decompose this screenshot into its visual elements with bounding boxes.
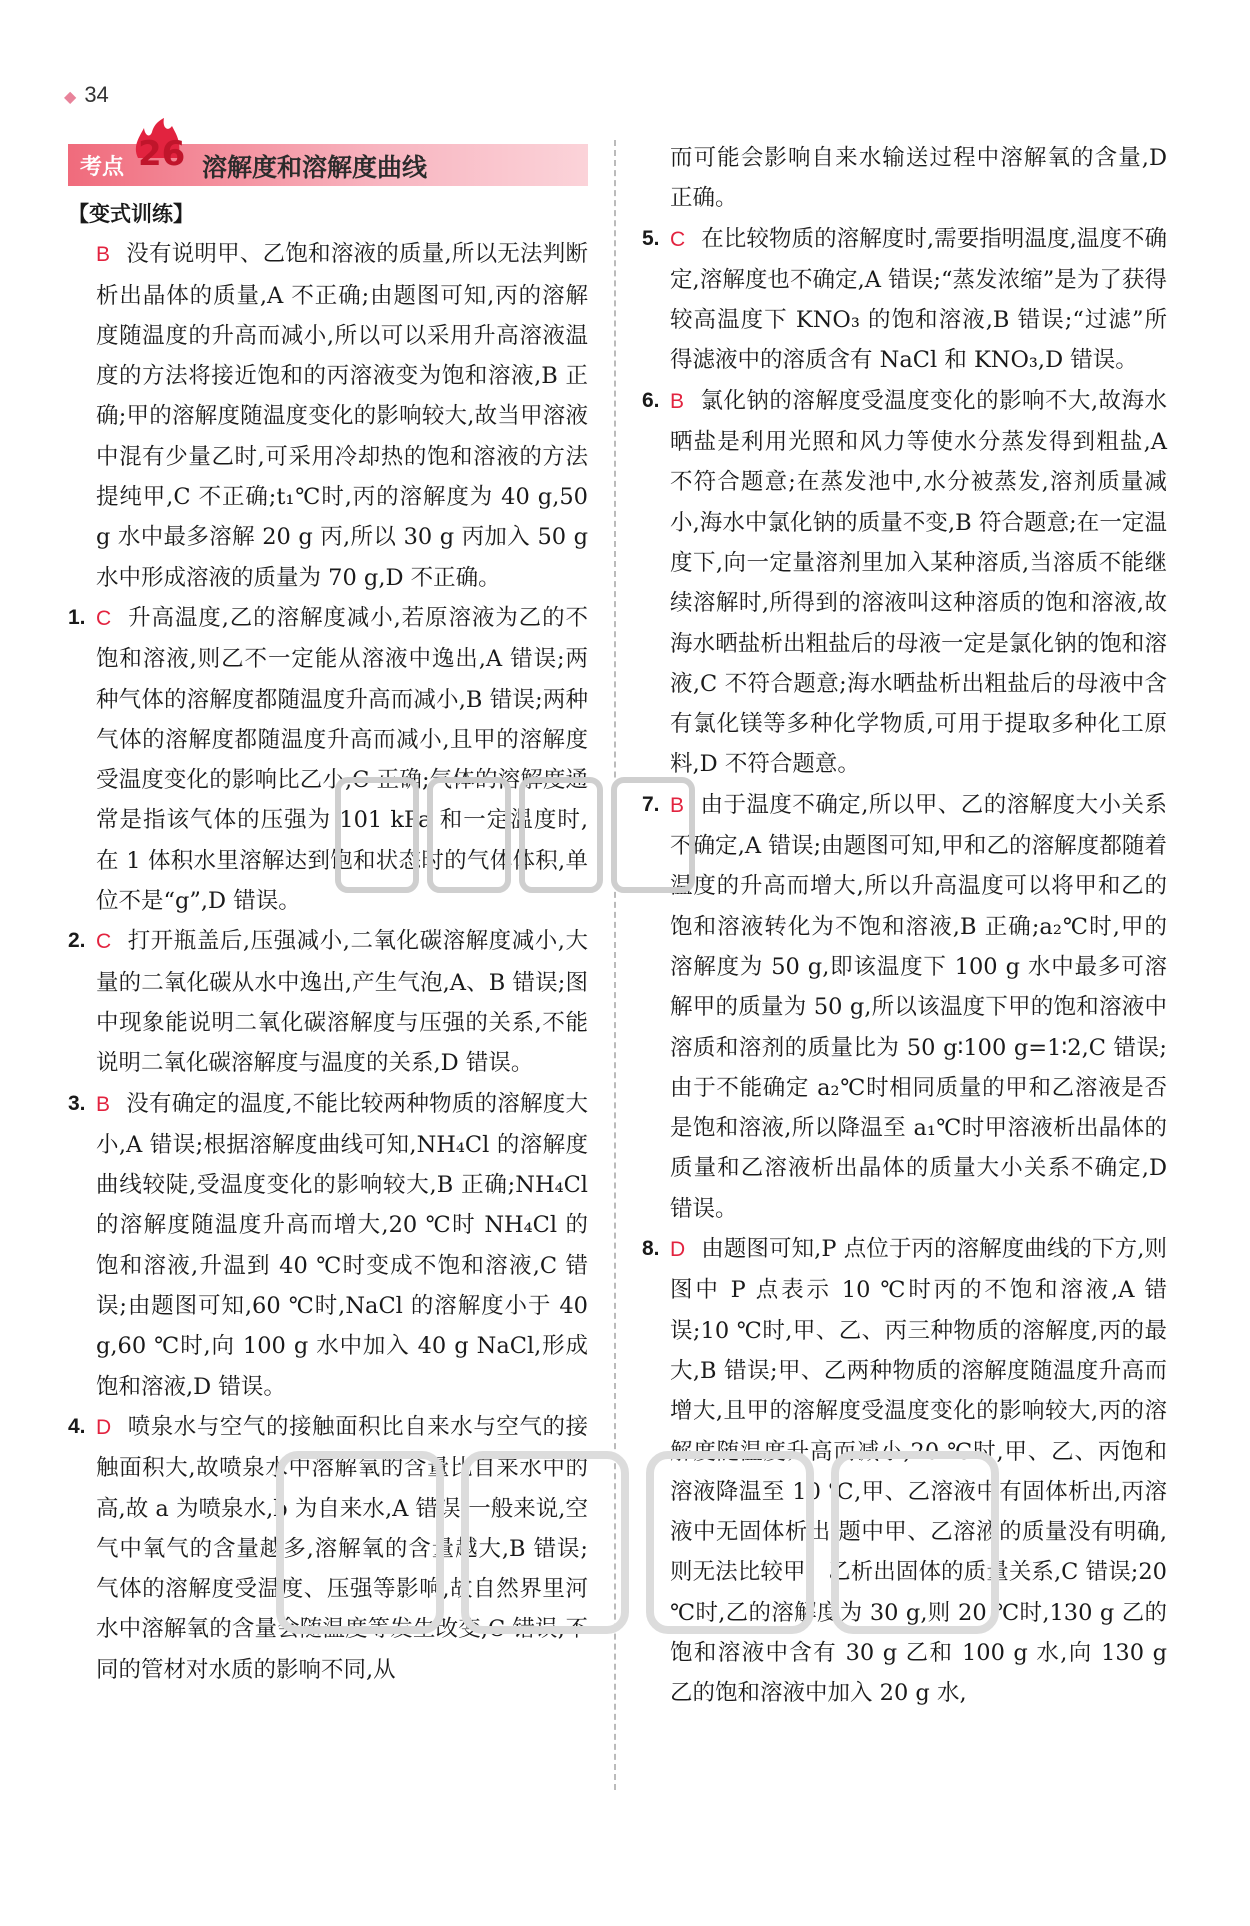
answer-letter: D (96, 1415, 112, 1439)
topic-header (68, 134, 588, 186)
explanation-text: 氯化钠的溶解度受温度变化的影响不大,故海水晒盐是利用光照和风力等使水分蒸发得到粗盐,A 不符合题意;在蒸发池中,水分被蒸发,溶剂质量减小,海水中氯化钠的质量不变,B 符合题意;在一定温度下,向一定量溶剂里加入某种溶质,当溶质不能继续溶解时,所得到的溶液叫这种溶质的饱和溶液,故海水晒盐析出粗盐后的母液一定是氯化钠的饱和溶液,C 不符合题意;海水晒盐析出粗盐后的母液中含有氯化镁等多种化学物质,可用于提取多种化工原料,D 不符合题意。 (670, 387, 1167, 778)
answer-item-4-continued (642, 138, 1167, 219)
kaodian-label: 考点 (80, 155, 125, 180)
question-number: 1. (68, 605, 86, 629)
page-number-text: 34 (84, 82, 109, 107)
question-number: 8. (642, 1237, 660, 1261)
explanation-text: 没有说明甲、乙饱和溶液的质量,所以无法判断析出晶体的质量,A 不正确;由题图可知,丙的溶解度随温度的升高而减小,所以可以采用升高溶液温度的方法将接近饱和的丙溶液变为饱和溶液,B 正确;甲的溶解度随温度变化的影响较大,故当甲溶液中混有少量乙时,可采用冷却热的饱和溶液的方法提纯甲,C 不正确;t₁℃时,丙的溶解度为 40 g,50 g 水中最多溶解 20 g 丙,所以 30 g 丙加入 50 g 水中形成溶液的质量为 70 g,D 不正确。 (96, 241, 588, 591)
answer-letter: C (96, 606, 112, 630)
question-number: 3. (68, 1091, 86, 1115)
answer-item-0 (68, 234, 588, 598)
diamond-icon: ◆ (64, 89, 77, 106)
watermark-icon (330, 760, 700, 910)
explanation-text: 由于温度不确定,所以甲、乙的溶解度大小关系不确定,A 错误;由题图可知,甲和乙的溶解度都随着温度的升高而增大,所以升高温度可以将甲和乙的饱和溶液转化为不饱和溶液,B 正确;a₂℃时,甲的溶解度为 50 g,即该温度下 100 g 水中最多可溶解甲的质量为 50 g,所以该温度下甲的饱和溶液中溶质和溶剂的质量比为 50 g∶100 g=1∶2,C 错误;由于不能确定 a₂℃时相同质量的甲和乙溶液是否是饱和溶液,所以降温至 a₁℃时甲溶液析出晶体的质量和乙溶液析出晶体的质量大小关系不确定,D 错误。 (670, 791, 1167, 1222)
watermark-large-icon (270, 1435, 1010, 1645)
question-number: 5. (642, 226, 660, 250)
question-number: 2. (68, 929, 86, 953)
explanation-text: 升高温度,乙的溶解度减小,若原溶液为乙的不饱和溶液,则乙不一定能从溶液中逸出,A 错误;两种气体的溶解度都随温度升高而减小,B 错误;两种气体的溶解度都随温度升高而减小,且甲的溶解度受温度变化的影响比乙小,C 正确;气体的溶解度通常是指该气体的压强为 101 kPa 和一定温度时,在 1 体积水里溶解达到饱和状态时的气体体积,单位不是“g”,D 错误。 (96, 604, 588, 915)
explanation-text: 在比较物质的溶解度时,需要指明温度,温度不确定,溶解度也不确定,A 错误;“蒸发浓缩”是为了获得较高温度下 KNO₃ 的饱和溶液,B 错误;“过滤”所得滤液中的溶质含有 NaCl 和 KNO₃,D 错误。 (670, 225, 1167, 374)
answer-item-2 (68, 921, 588, 1083)
question-number: 4. (68, 1414, 86, 1438)
topic-number: 26 (138, 134, 186, 174)
answer-item-5 (642, 219, 1167, 381)
explanation-text: 由题图可知,P 点位于丙的溶解度曲线的下方,则图中 P 点表示 10 ℃时丙的不饱和溶液,A 错误;10 ℃时,甲、乙、丙三种物质的溶解度,丙的最大,B 错误;甲、乙两种物质的溶解度随温度升高而增大,且甲的溶解度受温度变化的影响较大,丙的溶解度随温度升高而减小,20 ℃时,甲、乙、丙饱和溶液降温至 10 ℃,甲、乙溶液中有固体析出,丙溶液中无固体析出,题中甲、乙溶液的质量没有明确,则无法比较甲、乙析出固体的质量关系,C 错误;20 ℃时,乙的溶解度为 30 g,则 20 ℃时,130 g 乙的饱和溶液中含有 30 g 乙和 100 g 水,向 130 g 乙的饱和溶液中加入 20 g 水, (670, 1236, 1167, 1707)
answer-letter: B (96, 243, 111, 267)
answer-letter: C (96, 930, 112, 954)
section-label: 【变式训练】 (68, 202, 194, 226)
answer-item-7 (642, 785, 1167, 1229)
question-number: 7. (642, 792, 660, 816)
answer-item-6 (642, 381, 1167, 785)
answer-letter: B (670, 389, 685, 413)
question-number: 6. (642, 388, 660, 412)
explanation-text: 打开瓶盖后,压强减小,二氧化碳溶解度减小,大量的二氧化碳从水中逸出,产生气泡,A、B 错误;图中现象能说明二氧化碳溶解度与压强的关系,不能说明二氧化碳溶解度与温度的关系,D 错误。 (96, 928, 588, 1077)
answer-letter: B (670, 793, 685, 817)
answer-letter: D (670, 1238, 686, 1262)
page-number (64, 82, 109, 108)
explanation-text: 没有确定的温度,不能比较两种物质的溶解度大小,A 错误;根据溶解度曲线可知,NH₄Cl 的溶解度曲线较陡,受温度变化的影响较大,B 正确;NH₄Cl 的溶解度随温度升高而增大,20 ℃时 NH₄Cl 的饱和溶液,升温到 40 ℃时变成不饱和溶液,C 错误;由题图可知,60 ℃时,NaCl 的溶解度小于 40 g,60 ℃时,向 100 g 水中加入 40 g NaCl,形成饱和溶液,D 错误。 (96, 1090, 588, 1400)
topic-title: 溶解度和溶解度曲线 (202, 153, 428, 182)
explanation-text: 喷泉水与空气的接触面积比自来水与空气的接触面积大,故喷泉水中溶解氧的含量比自来水中的高,故 a 为喷泉水,b 为自来水,A 错误;一般来说,空气中氧气的含量越多,溶解氧的含量越大,B 错误;气体的溶解度受温度、压强等影响,故自然界里河水中溶解氧的含量会随温度等发生改变,C 错误;不同的管材对水质的影响不同,从 (96, 1413, 588, 1683)
answer-item-3 (68, 1084, 588, 1407)
answer-letter: C (670, 227, 686, 251)
answer-letter: B (96, 1092, 111, 1116)
explanation-text: 而可能会影响自来水输送过程中溶解氧的含量,D 正确。 (670, 145, 1167, 212)
